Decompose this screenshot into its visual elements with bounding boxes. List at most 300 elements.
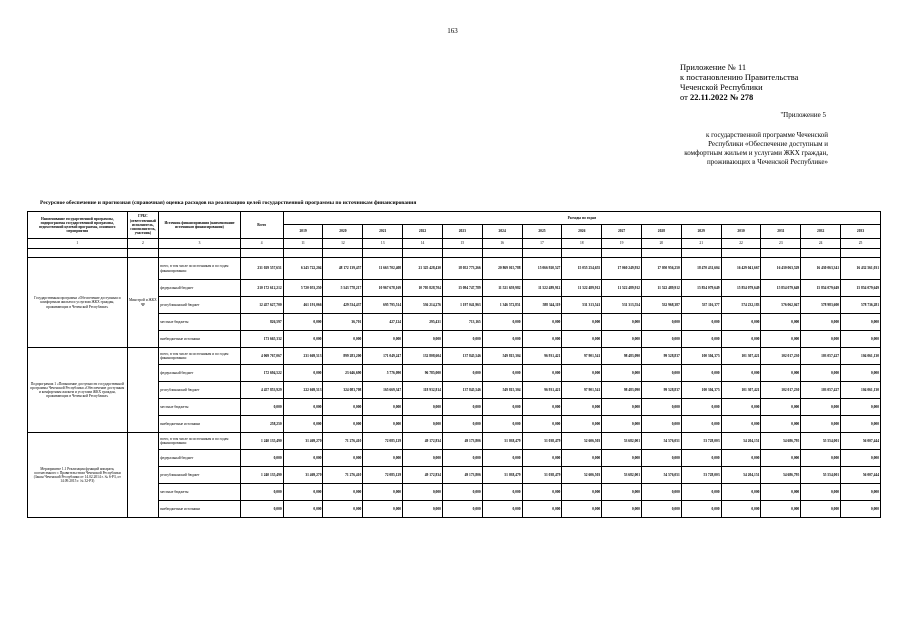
- value-cell: 15 055 254,655: [562, 258, 602, 280]
- value-cell: 0,000: [442, 450, 482, 467]
- empty-cell: [240, 249, 283, 258]
- value-cell: 52 606,503: [562, 467, 602, 484]
- column-number: 3: [159, 239, 240, 249]
- column-number: 21: [681, 239, 721, 249]
- empty-cell: [28, 249, 128, 258]
- table-row: [28, 258, 881, 280]
- annex-date: 22.11.2022 № 278: [689, 92, 754, 102]
- value-cell: 0,000: [482, 450, 522, 467]
- value-cell: 0,000: [641, 399, 681, 416]
- value-cell: 0,000: [761, 416, 801, 433]
- value-cell: 578 983,600: [801, 297, 841, 314]
- value-cell: 461 191,066: [283, 297, 323, 314]
- value-cell: 53 682,001: [602, 467, 642, 484]
- value-cell: 0,000: [681, 450, 721, 467]
- value-cell: 0,000: [641, 416, 681, 433]
- empty-cell: [127, 249, 159, 258]
- column-number-row: [28, 239, 881, 249]
- value-cell: 49 173,806: [442, 433, 482, 450]
- column-number: 24: [801, 239, 841, 249]
- value-cell: 72 085,129: [363, 433, 403, 450]
- value-cell: 55 554,001: [801, 467, 841, 484]
- value-cell: 0,000: [801, 501, 841, 518]
- value-cell: 11 522 489,912: [602, 280, 642, 297]
- value-cell: 31 469,270: [283, 467, 323, 484]
- column-number: 22: [721, 239, 761, 249]
- value-cell: 36,701: [323, 314, 363, 331]
- value-cell: 51 038,479: [522, 467, 562, 484]
- source-cell: внебюджетные источники: [159, 501, 240, 518]
- header-year: 2032: [801, 225, 841, 239]
- header-year: 2029: [681, 225, 721, 239]
- value-cell: 51 038,479: [522, 433, 562, 450]
- annex-line-3: Чеченской Республики: [680, 82, 763, 92]
- value-cell: 171 049,247: [363, 348, 403, 365]
- value-cell: 429 534,437: [323, 297, 363, 314]
- value-cell: 0,000: [721, 501, 761, 518]
- value-cell: 0,000: [403, 501, 443, 518]
- header-year: 2026: [562, 225, 602, 239]
- header-year: 2025: [522, 225, 562, 239]
- value-cell: 0,000: [283, 501, 323, 518]
- value-cell: 0,000: [602, 416, 642, 433]
- value-cell: 0,000: [721, 450, 761, 467]
- value-cell: 0,000: [522, 331, 562, 348]
- column-number: 13: [363, 239, 403, 249]
- column-number: 23: [761, 239, 801, 249]
- column-number: 15: [442, 239, 482, 249]
- total-cell: 1 240 135,490: [240, 433, 283, 450]
- value-cell: 96 931,421: [522, 382, 562, 399]
- section-name: Подпрограмма 1 «Повышение доступности государственной программы Чеченской Республики «Обеспечение доступным и комфортным жильем и услугами ЖКХ граждан, проживающих в Чеченской Республике»: [28, 348, 128, 433]
- value-cell: 0,000: [562, 399, 602, 416]
- value-cell: 0,000: [403, 450, 443, 467]
- value-cell: 0,000: [522, 450, 562, 467]
- header-year: 2022: [403, 225, 443, 239]
- empty-cell: [283, 249, 323, 258]
- header-name: Наименование государственной программы, подпрограммы государственной программы, ведомственной целевой программы, основного мероприятия: [28, 212, 128, 239]
- section-name: Мероприятие 1.1 Реализация функций аппарата, соотнесенного с Правительством Чеченской Республики (Закон Чеченской Республики от 14.02.2014 г. № 6-РЗ, от 14.09.2015 г. № 32-РЗ): [28, 433, 128, 518]
- value-cell: 0,000: [323, 416, 363, 433]
- value-cell: 0,000: [602, 314, 642, 331]
- value-cell: 0,000: [721, 365, 761, 382]
- value-cell: 0,000: [522, 484, 562, 501]
- value-cell: 99 528,837: [641, 348, 681, 365]
- value-cell: 97 901,541: [562, 382, 602, 399]
- value-cell: 54 204,151: [721, 433, 761, 450]
- value-cell: 0,000: [721, 416, 761, 433]
- header-year: 2028: [641, 225, 681, 239]
- value-cell: 0,000: [363, 331, 403, 348]
- value-cell: 16 430 063,341: [801, 258, 841, 280]
- annex-line-4: [680, 92, 820, 102]
- value-cell: 0,000: [283, 416, 323, 433]
- value-cell: 427,124: [363, 314, 403, 331]
- table-row: [28, 433, 881, 450]
- column-number: 25: [841, 239, 881, 249]
- value-cell: 0,000: [681, 365, 721, 382]
- section-gp: Минстрой и ЖКХ ЧР: [127, 258, 159, 348]
- header-year: 2021: [363, 225, 403, 239]
- value-cell: 0,000: [363, 501, 403, 518]
- value-cell: 17 060 249,932: [602, 258, 642, 280]
- value-cell: 100 304,375: [681, 382, 721, 399]
- empty-cell: [323, 249, 363, 258]
- value-cell: 1 197 041,963: [442, 297, 482, 314]
- value-cell: 531 313,554: [602, 297, 642, 314]
- value-cell: 0,000: [283, 450, 323, 467]
- empty-cell: [442, 249, 482, 258]
- value-cell: 104 061,130: [841, 382, 881, 399]
- value-cell: 0,000: [641, 501, 681, 518]
- total-cell: 4 457 853,929: [240, 382, 283, 399]
- value-cell: 0,000: [283, 399, 323, 416]
- value-cell: 0,000: [562, 416, 602, 433]
- value-cell: 0,000: [403, 399, 443, 416]
- total-cell: 231 029 557,651: [240, 258, 283, 280]
- total-cell: 0,000: [240, 450, 283, 467]
- total-cell: 210 172 612,212: [240, 280, 283, 297]
- value-cell: 588 344,119: [522, 297, 562, 314]
- source-cell: местные бюджеты: [159, 484, 240, 501]
- value-cell: 49 173,806: [442, 467, 482, 484]
- value-cell: 54 204,151: [721, 467, 761, 484]
- table-body: [28, 212, 881, 518]
- value-cell: 0,000: [841, 314, 881, 331]
- total-cell: 173 665,332: [240, 331, 283, 348]
- empty-cell: [363, 249, 403, 258]
- value-cell: 0,000: [721, 484, 761, 501]
- value-cell: 72 085,129: [363, 467, 403, 484]
- value-cell: 0,000: [761, 399, 801, 416]
- value-cell: 0,000: [761, 450, 801, 467]
- header-row: [28, 212, 881, 225]
- value-cell: 0,000: [761, 314, 801, 331]
- value-cell: 0,000: [323, 484, 363, 501]
- value-cell: 96 931,421: [522, 348, 562, 365]
- source-cell: федеральный бюджет: [159, 450, 240, 467]
- value-cell: 0,000: [801, 399, 841, 416]
- value-cell: 536 214,276: [403, 297, 443, 314]
- value-cell: 0,000: [403, 484, 443, 501]
- value-cell: 103 057,427: [801, 382, 841, 399]
- value-cell: 0,000: [761, 365, 801, 382]
- value-cell: 0,000: [801, 416, 841, 433]
- value-cell: 15 066 920,527: [522, 258, 562, 280]
- value-cell: 0,000: [562, 450, 602, 467]
- value-cell: 0,000: [522, 365, 562, 382]
- value-cell: 18 470 431,604: [681, 258, 721, 280]
- value-cell: 0,000: [681, 399, 721, 416]
- value-cell: 0,000: [602, 365, 642, 382]
- value-cell: 222 669,513: [283, 382, 323, 399]
- value-cell: 48 172 139,457: [323, 258, 363, 280]
- source-cell: федеральный бюджет: [159, 365, 240, 382]
- value-cell: 0,000: [841, 501, 881, 518]
- value-cell: 0,000: [602, 484, 642, 501]
- value-cell: 6 245 722,204: [283, 258, 323, 280]
- value-cell: 574 232,183: [721, 297, 761, 314]
- value-cell: 0,000: [801, 314, 841, 331]
- source-cell: всего, в том числе по источникам и по годам финансирования:: [159, 258, 240, 280]
- header-year: 2030: [721, 225, 761, 239]
- annex-line-1: Приложение № 11: [680, 62, 747, 72]
- value-cell: 0,000: [602, 501, 642, 518]
- column-number: 19: [602, 239, 642, 249]
- value-cell: 23 646,690: [323, 365, 363, 382]
- source-cell: местные бюджеты: [159, 399, 240, 416]
- value-cell: 0,000: [681, 314, 721, 331]
- value-cell: 0,000: [522, 399, 562, 416]
- value-cell: 31 469,270: [283, 433, 323, 450]
- value-cell: 101 307,421: [721, 348, 761, 365]
- value-cell: 0,000: [721, 314, 761, 331]
- value-cell: 0,000: [442, 365, 482, 382]
- value-cell: 0,000: [482, 416, 522, 433]
- source-cell: республиканский бюджет: [159, 297, 240, 314]
- value-cell: 0,000: [761, 501, 801, 518]
- total-cell: 0,000: [240, 399, 283, 416]
- header-year: 2024: [482, 225, 522, 239]
- value-cell: 10 967 678,169: [363, 280, 403, 297]
- value-cell: 15 854 079,649: [721, 280, 761, 297]
- column-number: 1: [28, 239, 128, 249]
- source-cell: республиканский бюджет: [159, 382, 240, 399]
- value-cell: 11 522 489,912: [522, 280, 562, 297]
- value-cell: 0,000: [562, 365, 602, 382]
- value-cell: 11 663 702,408: [363, 258, 403, 280]
- value-cell: 537 116,377: [681, 297, 721, 314]
- value-cell: 0,000: [721, 399, 761, 416]
- value-cell: 15 854 079,649: [801, 280, 841, 297]
- value-cell: 713,165: [442, 314, 482, 331]
- value-cell: 295,431: [403, 314, 443, 331]
- value-cell: 0,000: [641, 484, 681, 501]
- empty-cell: [403, 249, 443, 258]
- value-cell: 52 606,503: [562, 433, 602, 450]
- value-cell: 578 736,281: [841, 297, 881, 314]
- program-reference: к государственной программе Чеченской Республики «Обеспечение доступным и комфортным жильем и услугами ЖКХ граждан, проживающих в Чеченской Республике»: [684, 131, 828, 166]
- value-cell: 137 845,546: [442, 382, 482, 399]
- value-cell: 71 276,410: [323, 467, 363, 484]
- value-cell: 0,000: [841, 365, 881, 382]
- annex-date-prefix: от: [680, 92, 690, 102]
- value-cell: 15 854 079,649: [681, 280, 721, 297]
- annex-line-2: к постановлению Правительства: [680, 72, 799, 82]
- value-cell: 0,000: [323, 450, 363, 467]
- empty-cell: [761, 249, 801, 258]
- value-cell: 0,000: [442, 484, 482, 501]
- value-cell: 51 038,479: [482, 467, 522, 484]
- value-cell: 0,000: [482, 314, 522, 331]
- value-cell: 0,000: [522, 501, 562, 518]
- header-year: 2020: [323, 225, 363, 239]
- value-cell: 0,000: [363, 399, 403, 416]
- section-gp: [127, 348, 159, 433]
- value-cell: 54 576,051: [641, 467, 681, 484]
- value-cell: 0,000: [442, 399, 482, 416]
- column-number: 18: [562, 239, 602, 249]
- value-cell: 102 017,230: [761, 382, 801, 399]
- value-cell: 0,000: [681, 416, 721, 433]
- total-cell: 826,597: [240, 314, 283, 331]
- value-cell: 100 304,375: [681, 348, 721, 365]
- source-cell: федеральный бюджет: [159, 280, 240, 297]
- value-cell: 15 854 079,649: [761, 280, 801, 297]
- value-cell: 0,000: [801, 331, 841, 348]
- value-cell: 118 932,814: [403, 382, 443, 399]
- column-number: 16: [482, 239, 522, 249]
- value-cell: 549 815,304: [482, 348, 522, 365]
- empty-cell: [602, 249, 642, 258]
- value-cell: 98 483,090: [602, 348, 642, 365]
- value-cell: 0,000: [801, 484, 841, 501]
- value-cell: 1 346 572,851: [482, 297, 522, 314]
- value-cell: 0,000: [641, 450, 681, 467]
- section-name: Государственная программа «Обеспечение доступным и комфортным жильем и услугами ЖКХ граждан, проживающих в Чеченской Республике»: [28, 258, 128, 348]
- value-cell: 0,000: [363, 416, 403, 433]
- value-cell: 5 776,090: [363, 365, 403, 382]
- value-cell: 695 795,514: [363, 297, 403, 314]
- column-number: 11: [283, 239, 323, 249]
- value-cell: 96 785,000: [403, 365, 443, 382]
- value-cell: 0,000: [602, 450, 642, 467]
- source-cell: всего, в том числе по источникам и по годам финансирования:: [159, 348, 240, 365]
- value-cell: 549 815,304: [482, 382, 522, 399]
- empty-cell: [801, 249, 841, 258]
- column-number: 20: [641, 239, 681, 249]
- empty-cell: [641, 249, 681, 258]
- value-cell: 0,000: [562, 331, 602, 348]
- value-cell: 49 172,834: [403, 467, 443, 484]
- value-cell: 0,000: [562, 314, 602, 331]
- column-number: 12: [323, 239, 363, 249]
- header-gp: ГРБС (ответственный исполнитель, соисполнитель, участник): [127, 212, 159, 239]
- value-cell: 51 038,479: [482, 433, 522, 450]
- value-cell: 0,000: [283, 365, 323, 382]
- header-total: Всего: [240, 212, 283, 239]
- value-cell: 99 528,837: [641, 382, 681, 399]
- value-cell: 103 057,427: [801, 348, 841, 365]
- column-number: 14: [403, 239, 443, 249]
- value-cell: 53 728,003: [681, 433, 721, 450]
- value-cell: 0,000: [363, 484, 403, 501]
- total-cell: 4 069 767,067: [240, 348, 283, 365]
- value-cell: 71 276,410: [323, 433, 363, 450]
- value-cell: 5 543 778,217: [323, 280, 363, 297]
- value-cell: 97 901,541: [562, 348, 602, 365]
- value-cell: 0,000: [403, 416, 443, 433]
- total-cell: 172 694,522: [240, 365, 283, 382]
- header-year: 2027: [602, 225, 642, 239]
- section-gp: [127, 433, 159, 518]
- empty-cell: [562, 249, 602, 258]
- value-cell: 576 062,047: [761, 297, 801, 314]
- value-cell: 0,000: [442, 501, 482, 518]
- value-cell: 5 720 053,250: [283, 280, 323, 297]
- value-cell: 54 686,795: [761, 433, 801, 450]
- value-cell: 54 576,051: [641, 433, 681, 450]
- source-cell: внебюджетные источники: [159, 416, 240, 433]
- value-cell: 21 325 428,430: [403, 258, 443, 280]
- value-cell: 11 522 489,912: [641, 280, 681, 297]
- empty-cell: [159, 249, 240, 258]
- value-cell: 20 869 015,788: [482, 258, 522, 280]
- annex-block: [680, 62, 820, 102]
- value-cell: 0,000: [602, 331, 642, 348]
- value-cell: 10 705 828,704: [403, 280, 443, 297]
- value-cell: 324 083,708: [323, 382, 363, 399]
- value-cell: 0,000: [721, 331, 761, 348]
- value-cell: 0,000: [442, 331, 482, 348]
- header-source: Источник финансирования (наименование источников финансирования): [159, 212, 240, 239]
- table-row: [28, 348, 881, 365]
- column-number: 17: [522, 239, 562, 249]
- header-year: 2031: [761, 225, 801, 239]
- value-cell: 16 430 063,529: [761, 258, 801, 280]
- table-title: Ресурсное обеспечение и прогнозная (справочная) оценка расходов на реализацию целей государственной программы по источникам финансирования: [40, 200, 417, 206]
- value-cell: 0,000: [801, 450, 841, 467]
- value-cell: 104 061,130: [841, 348, 881, 365]
- annex-5-label: "Приложение 5: [780, 111, 826, 119]
- empty-cell: [841, 249, 881, 258]
- value-cell: 165 669,347: [363, 382, 403, 399]
- value-cell: 102 017,230: [761, 348, 801, 365]
- value-cell: 56 007,444: [841, 433, 881, 450]
- value-cell: 0,000: [761, 484, 801, 501]
- value-cell: 54 686,795: [761, 467, 801, 484]
- value-cell: 0,000: [562, 484, 602, 501]
- empty-cell: [681, 249, 721, 258]
- value-cell: 0,000: [323, 501, 363, 518]
- source-cell: местные бюджеты: [159, 314, 240, 331]
- header-years-label: Расходы по годам: [283, 212, 880, 225]
- value-cell: 0,000: [602, 399, 642, 416]
- value-cell: 132 808,604: [403, 348, 443, 365]
- value-cell: 11 522 489,912: [562, 280, 602, 297]
- value-cell: 0,000: [482, 365, 522, 382]
- value-cell: 0,000: [482, 399, 522, 416]
- value-cell: 16 429 041,667: [721, 258, 761, 280]
- total-cell: 1 240 135,490: [240, 467, 283, 484]
- value-cell: 0,000: [283, 484, 323, 501]
- value-cell: 101 307,421: [721, 382, 761, 399]
- value-cell: 0,000: [562, 501, 602, 518]
- source-cell: внебюджетные источники: [159, 331, 240, 348]
- value-cell: 0,000: [522, 314, 562, 331]
- value-cell: 0,000: [841, 450, 881, 467]
- page-number: 163: [447, 27, 458, 35]
- spacer-row: [28, 249, 881, 258]
- value-cell: 0,000: [681, 331, 721, 348]
- total-cell: 0,000: [240, 501, 283, 518]
- value-cell: 532 968,387: [641, 297, 681, 314]
- value-cell: 0,000: [283, 331, 323, 348]
- total-cell: 258,250: [240, 416, 283, 433]
- value-cell: 0,000: [841, 416, 881, 433]
- value-cell: 53 682,001: [602, 433, 642, 450]
- empty-cell: [482, 249, 522, 258]
- value-cell: 16 432 561,031: [841, 258, 881, 280]
- value-cell: 0,000: [641, 365, 681, 382]
- value-cell: 231 669,513: [283, 348, 323, 365]
- value-cell: 15 094 747,789: [442, 280, 482, 297]
- column-number: 2: [127, 239, 159, 249]
- value-cell: 49 172,834: [403, 433, 443, 450]
- resource-table: [27, 211, 881, 518]
- value-cell: 0,000: [641, 314, 681, 331]
- value-cell: 0,000: [363, 450, 403, 467]
